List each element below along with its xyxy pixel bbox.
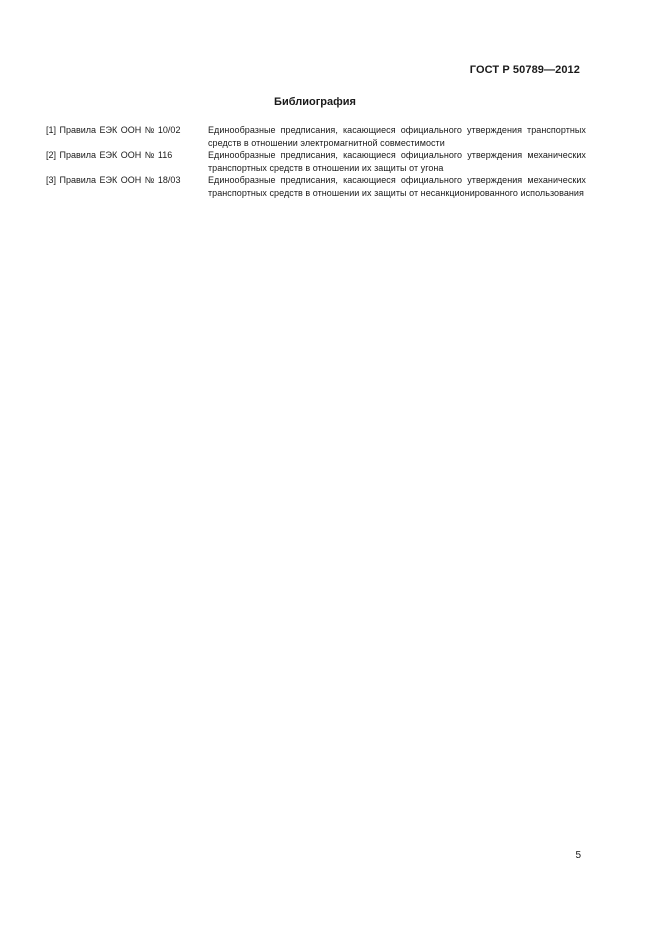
bibliography-entry-reference: [1] Правила ЕЭК ООН № 10/02: [46, 125, 181, 135]
document-code: ГОСТ Р 50789—2012: [469, 64, 580, 76]
bibliography-entry: [46, 149, 586, 174]
bibliography-entry: [46, 174, 586, 199]
bibliography-entry-title: Единообразные предписания, касающиеся официального утверждения механических транспортных средств в отношении их защиты от несанкционированного использования: [208, 175, 586, 198]
bibliography-list: [46, 124, 586, 199]
bibliography-entry-title: Единообразные предписания, касающиеся официального утверждения механических транспортных средств в отношении их защиты от угона: [208, 150, 586, 173]
page-number: 5: [575, 850, 581, 861]
bibliography-entry-reference: [3] Правила ЕЭК ООН № 18/03: [46, 175, 181, 185]
bibliography-entry-title: Единообразные предписания, касающиеся официального утверждения транспортных средств в отношении электромагнитной совместимости: [208, 125, 586, 148]
bibliography-title: Библиография: [274, 96, 356, 108]
bibliography-entry-reference: [2] Правила ЕЭК ООН № 116: [46, 150, 173, 160]
bibliography-entry: [46, 124, 586, 149]
